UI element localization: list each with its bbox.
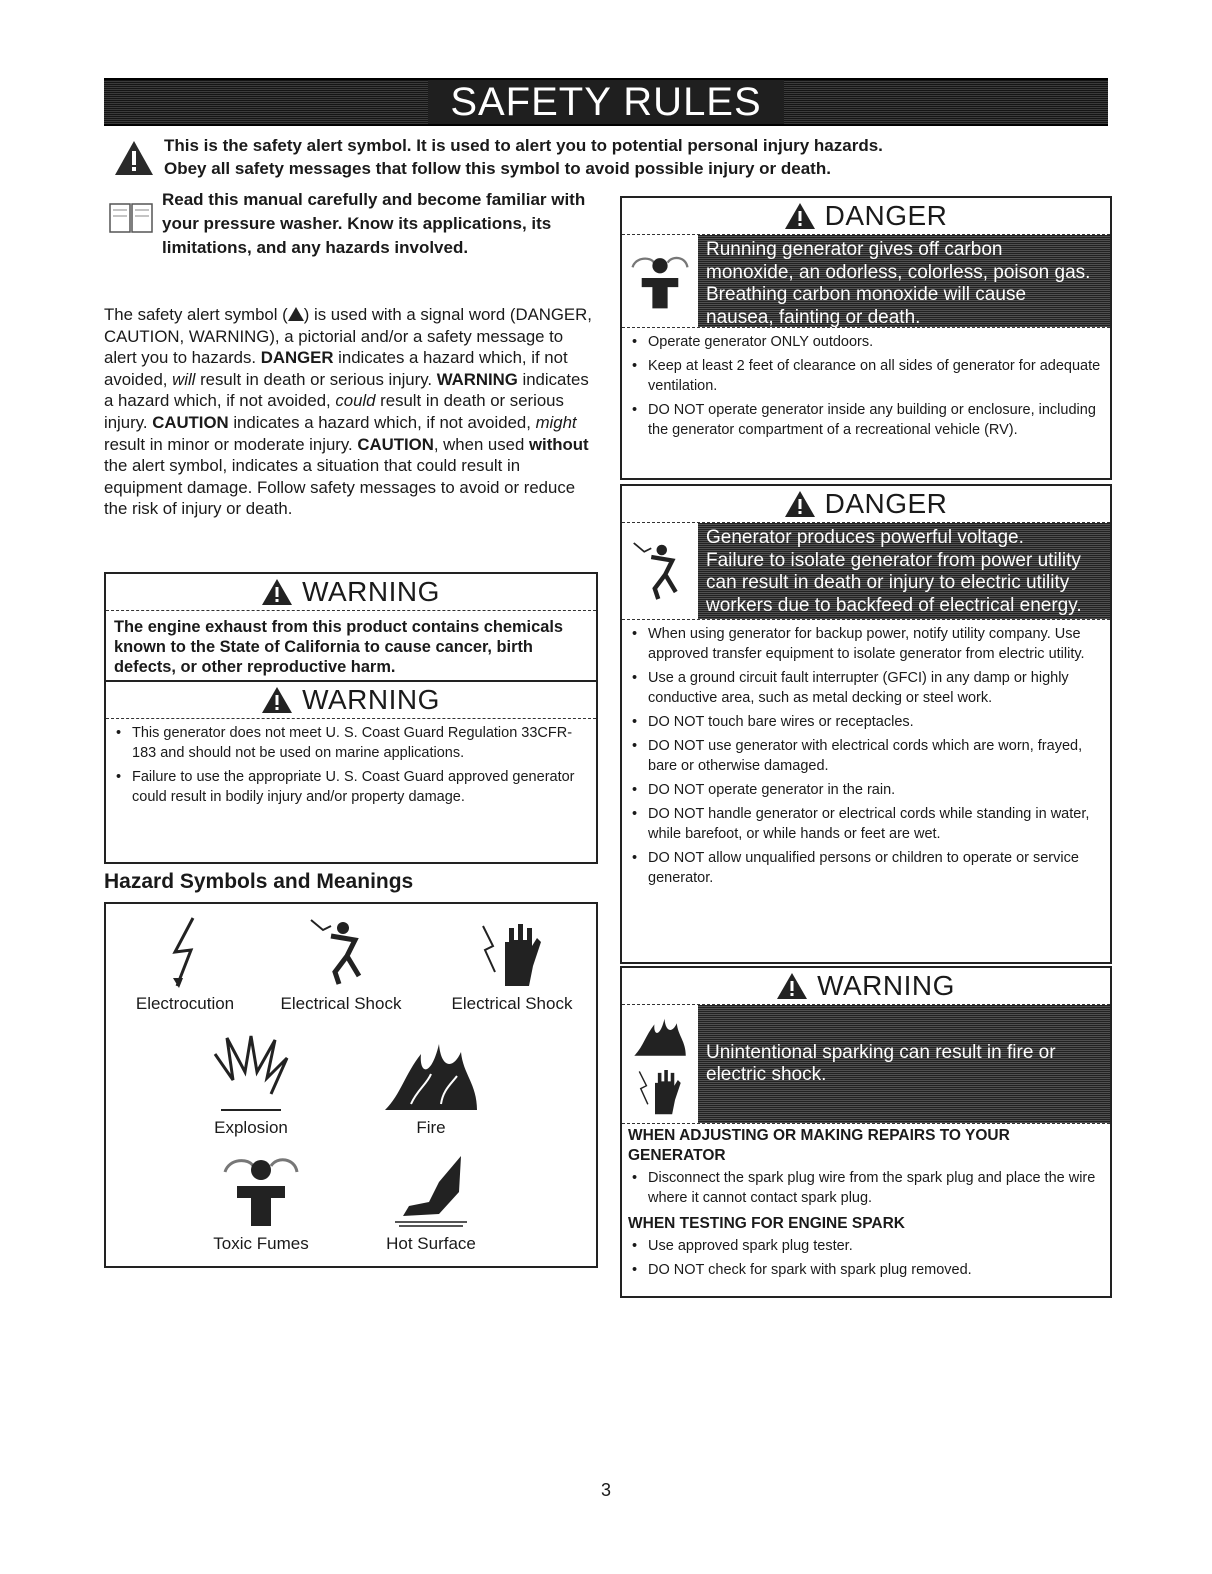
hot-surface-icon — [389, 1152, 473, 1228]
message-line: can result in death or injury to electric utility — [706, 572, 1070, 593]
danger-heading — [622, 198, 1110, 234]
hazard-label: Electrocution — [135, 994, 235, 1013]
message-line: workers due to backfeed of electrical energy. — [706, 594, 1082, 616]
danger-heading-text: DANGER — [824, 200, 948, 231]
intro-line-2: Obey all safety messages that follow this symbol to avoid possible injury or death. — [164, 159, 831, 178]
hazard-electrocution — [120, 916, 250, 1014]
message-line: electric shock. — [706, 1064, 827, 1085]
danger-box-voltage — [620, 484, 1112, 964]
hazard-explosion — [176, 1034, 326, 1138]
fire-icon — [381, 1034, 481, 1112]
para-text: indicates a hazard which, if not avoided, — [104, 348, 568, 389]
warning-heading-text: WARNING — [302, 684, 440, 715]
hazard-icons — [622, 1005, 698, 1123]
para-text: result in minor or moderate injury. — [104, 434, 353, 454]
para-text: , when used — [433, 434, 529, 454]
hazard-label: Hot Surface — [386, 1234, 476, 1253]
electrical-shock-hand-icon — [477, 916, 547, 988]
message-line: Unintentional sparking can result in fire or — [706, 1041, 1056, 1063]
safety-alert-icon — [785, 491, 815, 517]
danger-message-row — [622, 234, 1110, 328]
inline-alert-icon — [288, 307, 304, 321]
caution-word: CAUTION — [357, 434, 434, 454]
hazard-label: Explosion — [214, 1118, 288, 1137]
manual-book-icon — [108, 200, 154, 234]
list-item: • Operate generator ONLY outdoors. — [632, 332, 1102, 352]
list-item: • Disconnect the spark plug wire from the spark plug and place the wire where it cannot contact spark plug. — [632, 1168, 1102, 1208]
warning-heading-text: WARNING — [302, 576, 440, 607]
list-item: • Use approved spark plug tester. — [632, 1236, 1102, 1256]
message-line: monoxide, an odorless, colorless, poison gas. — [706, 261, 1091, 283]
para-text: indicates a hazard which, if not avoided, — [228, 412, 536, 432]
emphasis-without: without — [529, 434, 589, 454]
electrocution-icon — [165, 916, 205, 988]
page-title: SAFETY RULES — [428, 80, 783, 124]
safety-alert-icon — [262, 687, 292, 713]
message-line: Failure to isolate generator from power utility — [706, 549, 1081, 571]
danger-message — [698, 523, 1110, 619]
hazard-label: Electrical Shock — [280, 994, 402, 1013]
list-item: • DO NOT operate generator in the rain. — [632, 780, 1102, 800]
list-item: • Use a ground circuit fault interrupter (GFCI) in any damp or highly conductive area, such as metal decking or steel work. — [632, 668, 1102, 708]
para-text: ) is used with a signal word (DANGER, CAUTION, WARNING), a pictorial and/or a safety message to alert you to hazards. — [104, 305, 592, 368]
hazard-label: Toxic Fumes — [213, 1234, 309, 1253]
hazard-electrical-shock-hand — [432, 916, 592, 1014]
hazard-symbols-box — [104, 902, 598, 1268]
safety-alert-icon — [777, 973, 807, 999]
danger-box-carbon-monoxide — [620, 196, 1112, 480]
electrical-shock-person-icon — [622, 523, 698, 619]
explosion-icon — [211, 1034, 291, 1112]
danger-message-row — [622, 522, 1110, 620]
list-item: • Failure to use the appropriate U. S. Coast Guard approved generator could result in bodily injury and/or property damage. — [116, 767, 588, 807]
page-number: 3 — [600, 1480, 611, 1500]
safety-alert-icon — [785, 203, 815, 229]
hazard-symbols-title: Hazard Symbols and Meanings — [104, 870, 414, 893]
hazard-hot-surface — [356, 1152, 506, 1254]
title-banner — [104, 78, 1108, 126]
subheading-adjusting: WHEN ADJUSTING OR MAKING REPAIRS TO YOUR GENERATOR — [628, 1127, 1010, 1164]
warning-message: The engine exhaust from this product contains chemicals known to the State of California to cause cancer, birth defects, or other reproductive harm. — [114, 618, 564, 676]
warning-heading — [106, 682, 596, 718]
hazard-label: Fire — [416, 1118, 446, 1137]
safety-alert-icon — [114, 140, 154, 176]
subheading-testing: WHEN TESTING FOR ENGINE SPARK — [628, 1215, 906, 1232]
para-text: result in death or serious injury. — [195, 369, 433, 389]
emphasis-could: could — [335, 391, 376, 411]
hazard-toxic-fumes — [186, 1152, 336, 1254]
electrical-shock-hand-icon — [635, 1063, 685, 1117]
list-item: • DO NOT allow unqualified persons or children to operate or service generator. — [632, 848, 1102, 888]
para-text: the alert symbol, indicates a situation that could result in equipment damage. Follow safety messages to avoid or reduce the risk of injury or death. — [104, 456, 576, 519]
list-item: • DO NOT touch bare wires or receptacles. — [632, 712, 1102, 732]
para-text: result in death or serious injury. — [104, 391, 564, 432]
message-line: nausea, fainting or death. — [706, 306, 921, 328]
signal-word-paragraph — [104, 304, 594, 520]
electrical-shock-person-icon — [301, 916, 381, 988]
warning-word: WARNING — [436, 369, 518, 389]
list-item: • DO NOT operate generator inside any building or enclosure, including the generator compartment of a recreational vehicle (RV). — [632, 400, 1102, 440]
para-text: The safety alert symbol ( — [104, 305, 288, 324]
toxic-fumes-icon — [622, 235, 698, 327]
warning-box-california — [104, 572, 598, 682]
message-line: Running generator gives off carbon — [706, 239, 1003, 260]
hazard-electrical-shock-person — [266, 916, 416, 1014]
safety-alert-intro — [104, 134, 1108, 184]
read-manual-text: Read this manual carefully and become familiar with your pressure washer. Know its applications, its limitations, and any hazards involved. — [162, 190, 586, 257]
list-item: • Keep at least 2 feet of clearance on all sides of generator for adequate ventilation. — [632, 356, 1102, 396]
warning-heading — [622, 968, 1110, 1004]
danger-message — [698, 235, 1110, 327]
list-item: • This generator does not meet U. S. Coast Guard Regulation 33CFR-183 and should not be used on marine applications. — [116, 723, 588, 763]
danger-word: DANGER — [260, 348, 334, 368]
danger-heading-text: DANGER — [824, 488, 948, 519]
hazard-label: Electrical Shock — [451, 994, 573, 1013]
read-manual-notice — [104, 188, 594, 288]
warning-box-sparking — [620, 966, 1112, 1298]
caution-word: CAUTION — [152, 412, 229, 432]
warning-bullets — [106, 723, 596, 807]
danger-heading — [622, 486, 1110, 522]
toxic-fumes-icon — [219, 1152, 303, 1228]
list-item: • DO NOT check for spark with spark plug removed. — [632, 1260, 1102, 1280]
warning-message-row — [622, 1004, 1110, 1124]
fire-icon — [632, 1011, 688, 1059]
danger-bullets — [622, 624, 1110, 888]
list-item: • DO NOT handle generator or electrical cords while standing in water, while barefoot, or while hands or feet are wet. — [632, 804, 1102, 844]
danger-bullets — [622, 332, 1110, 440]
warning-bullets-testing — [622, 1236, 1110, 1280]
list-item: • DO NOT use generator with electrical cords which are worn, frayed, bare or otherwise damaged. — [632, 736, 1102, 776]
message-line: Generator produces powerful voltage. — [706, 527, 1024, 548]
emphasis-might: might — [535, 412, 577, 432]
warning-box-coast-guard — [104, 680, 598, 864]
warning-heading-text: WARNING — [817, 970, 955, 1001]
safety-alert-icon — [262, 579, 292, 605]
para-text: indicates a hazard which, if not avoided, — [104, 369, 589, 411]
message-line: Breathing carbon monoxide will cause — [706, 284, 1027, 305]
warning-message — [698, 1005, 1110, 1123]
warning-bullets-adjusting — [622, 1168, 1110, 1208]
intro-line-1: This is the safety alert symbol. It is used to alert you to potential personal injury hazards. — [164, 136, 883, 155]
emphasis-will: will — [172, 369, 196, 389]
intro-text — [164, 134, 1104, 180]
warning-heading — [106, 574, 596, 610]
hazard-fire — [356, 1034, 506, 1138]
list-item: • When using generator for backup power, notify utility company. Use approved transfer equipment to isolate generator from electric utility. — [632, 624, 1102, 664]
